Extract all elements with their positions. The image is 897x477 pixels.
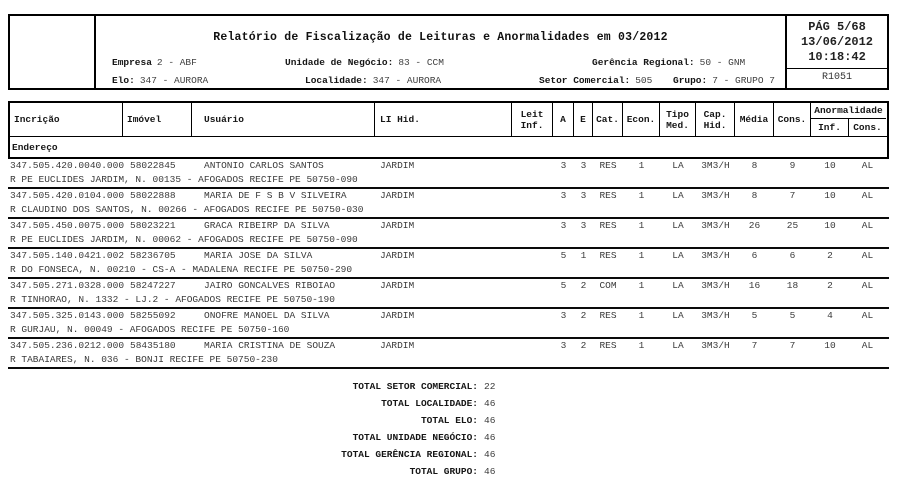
record-address: R CLAUDINO DOS SANTOS, N. 00266 - AFOGADOS RECIFE PE 50750-030	[10, 204, 364, 215]
cell-cat: COM	[599, 280, 617, 291]
empresa-field	[112, 57, 197, 68]
cell-cons: 6	[789, 250, 796, 261]
elo-value: 347 - AURORA	[139, 75, 209, 86]
cell-cons: 7	[789, 190, 796, 201]
cell-anorm-inf: 10	[824, 190, 836, 201]
cell-imovel: 58022888	[130, 190, 176, 201]
column-header-imovel: Imóvel	[123, 103, 192, 136]
total-value: 46	[484, 466, 496, 477]
cell-cap-hid: 3M3/H	[701, 220, 730, 231]
column-header-cat: Cat.	[593, 103, 623, 136]
total-row	[8, 412, 889, 429]
table-row	[8, 189, 889, 219]
table-row	[8, 249, 889, 279]
total-value: 46	[484, 432, 496, 443]
record-address: R TINHORAO, N. 1332 - LJ.2 - AFOGADOS RECIFE PE 50750-190	[10, 294, 335, 305]
cell-econ: 1	[638, 250, 645, 261]
cell-e: 3	[580, 160, 587, 171]
cell-anorm-inf: 10	[824, 160, 836, 171]
cell-media: 5	[751, 310, 758, 321]
cell-econ: 1	[638, 280, 645, 291]
cell-econ: 1	[638, 220, 645, 231]
total-label: TOTAL GERÊNCIA REGIONAL:	[341, 449, 478, 460]
cell-cons: 18	[786, 280, 799, 291]
cell-li-hid: JARDIM	[380, 280, 415, 291]
localidade-label: Localidade:	[305, 75, 368, 86]
grupo-field	[673, 75, 775, 86]
cell-cat: RES	[599, 340, 617, 351]
cell-usuario: JAIRO GONCALVES RIBOIAO	[204, 280, 336, 291]
record-address: R DO FONSECA, N. 00210 - CS-A - MADALENA RECIFE PE 50750-290	[10, 264, 353, 275]
cell-tipo-med: LA	[672, 340, 684, 351]
total-row	[8, 446, 889, 463]
cell-econ: 1	[638, 160, 645, 171]
column-header-tipo-med: Tipo Med.	[660, 103, 696, 136]
cell-cap-hid: 3M3/H	[701, 280, 730, 291]
record-fields	[10, 189, 889, 203]
cell-anorm-inf: 2	[827, 250, 833, 261]
cell-tipo-med: LA	[672, 280, 684, 291]
cell-inscricao: 347.505.236.0212.000	[10, 340, 125, 351]
cell-a: 3	[560, 310, 567, 321]
grupo-label: Grupo:	[673, 75, 708, 86]
cell-imovel: 58247227	[130, 280, 176, 291]
totals-section	[8, 371, 889, 477]
cell-li-hid: JARDIM	[380, 310, 415, 321]
cell-anorm-cons: AL	[861, 160, 874, 171]
cell-cons: 7	[789, 340, 796, 351]
cell-anorm-cons: AL	[861, 280, 874, 291]
column-header-cons: Cons.	[774, 103, 811, 136]
localidade-field	[305, 75, 441, 86]
column-header-cap-hid: Cap. Hid.	[696, 103, 735, 136]
localidade-value: 347 - AURORA	[372, 75, 442, 86]
cell-media: 6	[751, 250, 758, 261]
page-number: PÁG 5/68	[808, 20, 866, 34]
column-header-e: E	[574, 103, 593, 136]
column-header-media: Média	[735, 103, 774, 136]
cell-anorm-inf: 4	[827, 310, 833, 321]
cell-e: 2	[580, 280, 587, 291]
table-row	[8, 219, 889, 249]
table-row	[8, 279, 889, 309]
cell-usuario: GRACA RIBEIRP DA SILVA	[204, 220, 330, 231]
record-fields	[10, 219, 889, 233]
report-date: 13/06/2012	[800, 35, 873, 49]
cell-cap-hid: 3M3/H	[701, 160, 730, 171]
page-info-box	[785, 16, 887, 88]
table-header	[8, 101, 889, 159]
cell-tipo-med: LA	[672, 250, 684, 261]
record-fields	[10, 309, 889, 323]
column-header-anormalidade: Anormalidade	[811, 103, 886, 119]
cell-e: 2	[580, 310, 587, 321]
empresa-label: Empresa	[112, 57, 152, 68]
cell-cons: 9	[789, 160, 796, 171]
total-label: TOTAL GRUPO:	[409, 466, 478, 477]
elo-label: Elo:	[112, 75, 135, 86]
total-row	[8, 429, 889, 446]
cell-anorm-cons: AL	[861, 310, 874, 321]
record-fields	[10, 339, 889, 353]
total-label: TOTAL ELO:	[420, 415, 478, 426]
elo-field	[112, 75, 208, 86]
cell-a: 5	[560, 250, 567, 261]
cell-usuario: MARIA CRISTINA DE SOUZA	[204, 340, 336, 351]
report-title: Relatório de Fiscalização de Leituras e Anormalidades em 03/2012	[213, 31, 668, 44]
cell-cat: RES	[599, 190, 617, 201]
gerencia-regional-value: 50 - GNM	[699, 57, 746, 68]
cell-a: 3	[560, 190, 567, 201]
gerencia-regional-label: Gerência Regional:	[592, 57, 695, 68]
cell-a: 5	[560, 280, 567, 291]
cell-anorm-cons: AL	[861, 340, 874, 351]
unidade-negocio-field	[285, 57, 444, 68]
cell-usuario: MARIA DE F S B V SILVEIRA	[204, 190, 347, 201]
cell-e: 2	[580, 340, 587, 351]
report-header-center	[96, 16, 785, 88]
cell-imovel: 58023221	[130, 220, 176, 231]
cell-inscricao: 347.505.271.0328.000	[10, 280, 125, 291]
total-row	[8, 378, 889, 395]
total-value: 22	[484, 381, 496, 392]
empresa-value: 2 - ABF	[156, 57, 197, 68]
gerencia-regional-field	[592, 57, 745, 68]
column-header-a: A	[553, 103, 574, 136]
page-info-divider	[787, 68, 887, 69]
cell-tipo-med: LA	[672, 160, 684, 171]
column-header-inscricao: Incrição	[10, 103, 123, 136]
cell-cons: 25	[786, 220, 799, 231]
cell-media: 16	[748, 280, 761, 291]
cell-cat: RES	[599, 220, 617, 231]
record-address: R GURJAU, N. 00049 - AFOGADOS RECIFE PE 50750-160	[10, 324, 290, 335]
unidade-negocio-value: 83 - CCM	[398, 57, 444, 68]
cell-a: 3	[560, 160, 567, 171]
cell-inscricao: 347.505.140.0421.002	[10, 250, 125, 261]
cell-media: 7	[751, 340, 758, 351]
table-column-headers	[10, 103, 887, 137]
cell-anorm-inf: 10	[824, 340, 836, 351]
cell-tipo-med: LA	[672, 220, 684, 231]
endereco-header: Endereço	[12, 141, 58, 153]
cell-imovel: 58435180	[130, 340, 176, 351]
column-header-econ: Econ.	[623, 103, 660, 136]
cell-li-hid: JARDIM	[380, 190, 415, 201]
cell-a: 3	[560, 220, 567, 231]
record-address: R PE EUCLIDES JARDIM, N. 00062 - AFOGADOS RECIFE PE 50750-090	[10, 234, 358, 245]
cell-a: 3	[560, 340, 567, 351]
cell-anorm-cons: AL	[861, 250, 874, 261]
setor-comercial-label: Setor Comercial:	[539, 75, 631, 86]
total-label: TOTAL UNIDADE NEGÓCIO:	[352, 432, 478, 443]
table-row	[8, 339, 889, 369]
total-value: 46	[484, 415, 496, 426]
table-row	[8, 309, 889, 339]
cell-cons: 5	[789, 310, 796, 321]
cell-li-hid: JARDIM	[380, 160, 415, 171]
cell-li-hid: JARDIM	[380, 220, 415, 231]
total-label: TOTAL LOCALIDADE:	[381, 398, 478, 409]
column-header-anorm-cons: Cons.	[853, 122, 882, 133]
cell-cat: RES	[599, 160, 617, 171]
total-value: 46	[484, 398, 496, 409]
cell-media: 8	[751, 190, 758, 201]
record-address: R TABAIARES, N. 036 - BONJI RECIFE PE 50750-230	[10, 354, 278, 365]
cell-media: 26	[748, 220, 761, 231]
setor-comercial-field	[539, 75, 652, 86]
cell-inscricao: 347.505.420.0104.000	[10, 190, 125, 201]
column-header-li-hid: LI Hid.	[375, 103, 512, 136]
header-meta-row-2	[96, 75, 785, 87]
cell-imovel: 58255092	[130, 310, 176, 321]
cell-anorm-inf: 10	[824, 220, 836, 231]
report-header	[8, 14, 889, 90]
cell-anorm-inf: 2	[827, 280, 833, 291]
cell-inscricao: 347.505.450.0075.000	[10, 220, 125, 231]
report-time: 10:18:42	[808, 50, 866, 64]
header-meta-row-1	[96, 57, 785, 69]
cell-econ: 1	[638, 340, 645, 351]
cell-tipo-med: LA	[672, 310, 684, 321]
setor-comercial-value: 505	[635, 75, 653, 86]
record-fields	[10, 159, 889, 173]
column-header-usuario: Usuário	[192, 103, 375, 136]
cell-econ: 1	[638, 310, 645, 321]
report-code: R1051	[821, 72, 852, 83]
cell-e: 3	[580, 220, 587, 231]
total-label: TOTAL SETOR COMERCIAL:	[352, 381, 478, 392]
record-address: R PE EUCLIDES JARDIM, N. 00135 - AFOGADOS RECIFE PE 50750-090	[10, 174, 358, 185]
cell-cat: RES	[599, 310, 617, 321]
total-value: 46	[484, 449, 496, 460]
cell-cap-hid: 3M3/H	[701, 250, 730, 261]
column-header-anorm-inf: Inf.	[811, 119, 849, 136]
cell-anorm-cons: AL	[861, 220, 874, 231]
column-header-leit-inf: Leit Inf.	[512, 103, 553, 136]
logo-box	[10, 16, 96, 88]
cell-e: 1	[580, 250, 587, 261]
cell-imovel: 58022845	[130, 160, 176, 171]
total-row	[8, 395, 889, 412]
cell-usuario: ONOFRE MANOEL DA SILVA	[204, 310, 330, 321]
total-row	[8, 463, 889, 477]
table-row	[8, 159, 889, 189]
cell-e: 3	[580, 190, 587, 201]
cell-li-hid: JARDIM	[380, 340, 415, 351]
cell-imovel: 58236705	[130, 250, 176, 261]
cell-media: 8	[751, 160, 758, 171]
cell-li-hid: JARDIM	[380, 250, 415, 261]
cell-cap-hid: 3M3/H	[701, 190, 730, 201]
cell-econ: 1	[638, 190, 645, 201]
cell-cap-hid: 3M3/H	[701, 340, 730, 351]
cell-cat: RES	[599, 250, 617, 261]
records-table	[8, 159, 889, 369]
cell-usuario: MARIA JOSE DA SILVA	[204, 250, 313, 261]
unidade-negocio-label: Unidade de Negócio:	[285, 57, 394, 68]
cell-cap-hid: 3M3/H	[701, 310, 730, 321]
record-fields	[10, 249, 889, 263]
cell-inscricao: 347.505.420.0040.000	[10, 160, 125, 171]
cell-anorm-cons: AL	[861, 190, 874, 201]
cell-inscricao: 347.505.325.0143.000	[10, 310, 125, 321]
record-fields	[10, 279, 889, 293]
cell-usuario: ANTONIO CARLOS SANTOS	[204, 160, 324, 171]
grupo-value: 7 - GRUPO 7	[712, 75, 775, 86]
cell-tipo-med: LA	[672, 190, 684, 201]
